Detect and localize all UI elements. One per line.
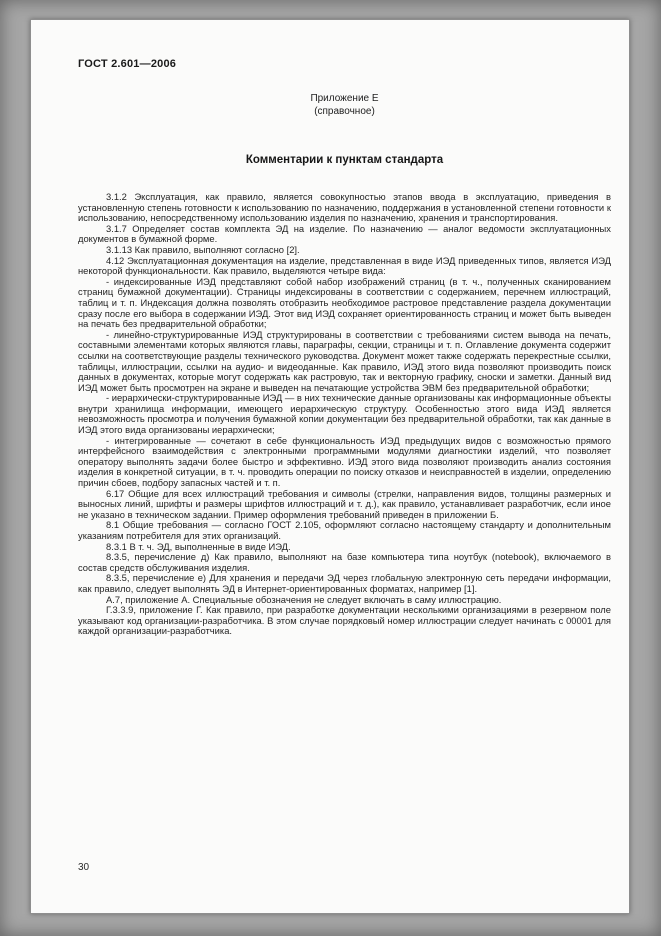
page-number: 30 bbox=[78, 862, 90, 873]
paragraph-8-3-5-e: 8.3.5, перечисление е) Для хранения и передачи ЭД через глобальную электронную сеть передачи информации, как правило, следует выполнять ЭД в Интернет-ориентированных форматах, например [1]. bbox=[78, 572, 611, 594]
list-item-linear-structured-ied: - линейно-структурированные ИЭД структурированы в соответствии с требованиями систем вывода на печать, составными элементами которых являются главы, параграфы, секции, страницы и т. п. Оглавление документа содержит ссылки на соответствующие разделы технического руководства. Документ может также содержать перекрестные ссылки, таблицы, иллюстрации, ссылки на аудио- и видеоданные. Как правило, ИЭД этого вида позволяют производить поиск данных в документах, которые могут содержать как растровую, так и векторную графику, сноски и заметки. Данный вид ИЭД может быть просмотрен на экране и выведен на печатающие устройства ЭВМ без предварительной обработки; bbox=[78, 328, 611, 393]
paragraph-3-1-7: 3.1.7 Определяет состав комплекта ЭД на изделие. По назначению — аналог ведомости эксплуатационных документов в бумажной форме. bbox=[78, 222, 611, 245]
paragraph-8-3-1: 8.3.1 В т. ч. ЭД, выполненные в виде ИЭД. bbox=[106, 540, 291, 552]
list-item-hierarchical-ied: - иерархически-структурированные ИЭД — в них технические данные организованы как информационные объекты внутри хранилища информации, имеющего иерархическую структуру. Особенностью этого вида ИЭД является невозможность просмотра и получения бумажной копии документации без предварительной обработки, так как данные в ИЭД этого вида организованы иерархически; bbox=[78, 392, 611, 436]
comments-heading: Комментарии к пунктам стандарта bbox=[245, 154, 444, 166]
paragraph-a-7: А.7, приложение А. Специальные обозначения не следует включать в саму иллюстрацию. bbox=[106, 593, 502, 605]
paragraph-3-1-2: 3.1.2 Эксплуатация, как правило, является совокупностью этапов ввода в эксплуатацию, приведения в установленную степень готовности к использованию по назначению, поддержания в установленной степени готовности к использованию, непосредственному использованию изделия по назначению, хранения и транспортирования. bbox=[78, 191, 611, 224]
paragraph-3-1-13: 3.1.13 Как правило, выполняют согласно [2]. bbox=[106, 243, 300, 255]
document-page bbox=[30, 19, 630, 914]
list-item-integrated-ied: - интегрированные — сочетают в себе функциональность ИЭД предыдущих видов с возможностью прямого интерфейсного взаимодействия с электронными программными модулями диагностики изделий, что позволяет оператору выполнять задачи более быстро и эффективно. ИЭД этого вида позволяют производить анализ состояния изделия в конкретной ситуации, в т. ч. проводить операции по поиску отказов и неисправностей в изделии, определению причин сбоев, подбору запасных частей и т. п. bbox=[78, 434, 611, 489]
paragraph-4-12: 4.12 Эксплуатационная документация на изделие, представленная в виде ИЭД приведенных типов, является ИЭД некоторой функциональности. Как правило, выделяются четыре вида: bbox=[78, 254, 611, 277]
document-body bbox=[78, 192, 611, 637]
paragraph-8-3-5-d: 8.3.5, перечисление д) Как правило, выполняют на базе компьютера типа ноутбук (notebook), включаемого в состав средств обслуживания изделия. bbox=[78, 551, 611, 573]
appendix-block bbox=[78, 92, 611, 118]
appendix-title: Приложение Е bbox=[310, 93, 379, 104]
page-content bbox=[31, 20, 629, 637]
gost-standard-header: ГОСТ 2.601—2006 bbox=[78, 58, 177, 70]
appendix-subtitle: (справочное) bbox=[314, 106, 375, 117]
paragraph-6-17: 6.17 Общие для всех иллюстраций требования и символы (стрелки, направления видов, толщины размерных и выносных линий, шрифты и размеры шрифтов иллюстраций и т. д.), как правило, устанавливает разработчик, если иное не указано в техническом задании. Пример оформления требований приведен в приложении Б. bbox=[78, 487, 611, 520]
paragraph-g-3-3-9: Г.3.3.9, приложение Г. Как правило, при разработке документации несколькими организациями в резервном поле указывают код организации-разработчика. В этом случае порядковый номер иллюстрации следует начинать с 00001 для каждой организации-разработчика. bbox=[78, 604, 611, 637]
list-item-indexed-ied: - индексированные ИЭД представляют собой набор изображений страниц (в т. ч., полученных сканированием страниц бумажной документации). Страницы индексированы в соответствии с содержанием, перечнем иллюстраций, таблиц и т. п. Индексация должна позволять отобразить необходимое растровое представление раздела документации сразу после его выбора в содержании ИЭД. Этот вид ИЭД сохраняет ориентированность страниц и может быть выведен на печать без предварительной обработки; bbox=[78, 275, 611, 330]
paragraph-8-1: 8.1 Общие требования — согласно ГОСТ 2.105, оформляют согласно настоящему стандарту и дополнительным указаниям потребителя для этих организаций. bbox=[78, 519, 611, 541]
